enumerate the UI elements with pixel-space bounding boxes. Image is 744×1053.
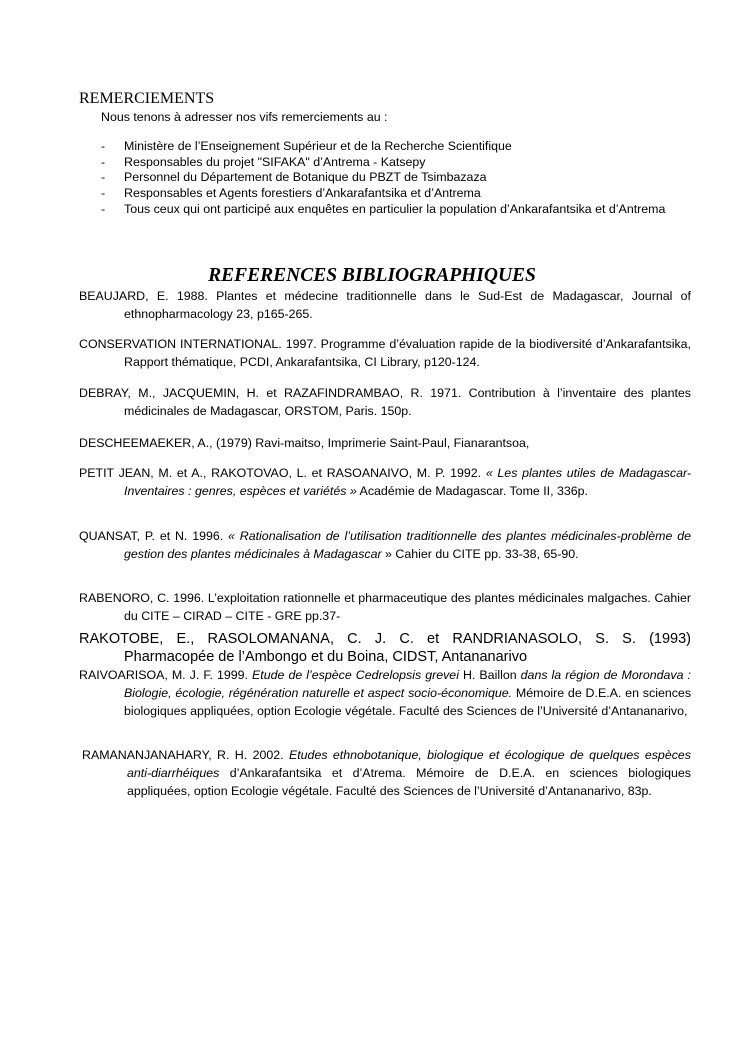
acknowledgements-heading: REMERCIEMENTS bbox=[79, 90, 215, 107]
bullet-dash: - bbox=[101, 139, 106, 153]
reference-entry: BEAUJARD, E. 1988. Plantes et médecine traditionnelle dans le Sud-Est de Madagascar, Journal of ethnopharmacology 23, p165-265. bbox=[79, 289, 691, 321]
reference-entry: QUANSAT, P. et N. 1996. « Rationalisation de l’utilisation traditionnelle des plantes médicinales-problème de gestion des plantes médicinales à Madagascar » Cahier du CITE pp. 33-38, 65-90. bbox=[79, 529, 691, 561]
list-item bbox=[101, 170, 676, 186]
bullet-dash: - bbox=[101, 186, 106, 201]
bullet-dash: - bbox=[101, 154, 106, 169]
reference-entry: DEBRAY, M., JACQUEMIN, H. et RAZAFINDRAMBAO, R. 1971. Contribution à l’inventaire des plantes médicinales de Madagascar, ORSTOM, Paris. 150p. bbox=[79, 386, 691, 418]
list-item-text: Responsables du projet "SIFAKA" d’Antrema - Katsepy bbox=[124, 154, 426, 169]
acknowledgements-list bbox=[101, 139, 676, 218]
list-item bbox=[101, 186, 676, 202]
reference-entry: PETIT JEAN, M. et A., RAKOTOVAO, L. et RASOANAIVO, M. P. 1992. « Les plantes utiles de Madagascar-Inventaires : genres, espèces et variétés » Académie de Madagascar. Tome II, 336p. bbox=[79, 466, 691, 498]
list-item-text: Tous ceux qui ont participé aux enquêtes en particulier la population d’Ankarafantsika et d’Antrema bbox=[124, 201, 666, 216]
bullet-dash: - bbox=[101, 170, 106, 185]
bullet-dash: - bbox=[101, 201, 106, 216]
list-item bbox=[101, 155, 676, 171]
list-item-text: Personnel du Département de Botanique du PBZT de Tsimbazaza bbox=[124, 170, 487, 185]
list-item bbox=[101, 202, 676, 218]
reference-entry: CONSERVATION INTERNATIONAL. 1997. Programme d’évaluation rapide de la biodiversité d’Ankarafantsika, Rapport thématique, PCDI, Ankarafantsika, CI Library, p120-124. bbox=[79, 337, 691, 369]
reference-entry: DESCHEEMAEKER, A., (1979) Ravi-maitso, Imprimerie Saint-Paul, Fianarantsoa, bbox=[79, 436, 530, 450]
references-title: REFERENCES BIBLIOGRAPHIQUES bbox=[208, 265, 536, 286]
reference-entry: RAMANANJANAHARY, R. H. 2002. Etudes ethnobotanique, biologique et écologique de quelques espèces anti-diarrhéiques d’Ankarafantsika et d’Atrema. Mémoire de D.E.A. en sciences biologiques appliquées, option Ecologie végétale. Faculté des Sciences de l’Université d’Antananarivo, 83p. bbox=[82, 748, 691, 798]
list-item-text: Ministère de l’Enseignement Supérieur et de la Recherche Scientifique bbox=[124, 139, 512, 153]
reference-entry: RAKOTOBE, E., RASOLOMANANA, C. J. C. et RANDRIANASOLO, S. S. (1993) Pharmacopée de l’Ambongo et du Boina, CIDST, Antananarivo bbox=[79, 631, 691, 665]
list-item-text: Responsables et Agents forestiers d’Ankarafantsika et d’Antrema bbox=[124, 186, 481, 201]
reference-entry: RABENORO, C. 1996. L’exploitation rationnelle et pharmaceutique des plantes médicinales malgaches. Cahier du CITE – CIRAD – CITE - GRE pp.37- bbox=[79, 591, 691, 623]
list-item bbox=[101, 139, 676, 155]
acknowledgements-intro: Nous tenons à adresser nos vifs remerciements au : bbox=[101, 110, 388, 124]
reference-entry: RAIVOARISOA, M. J. F. 1999. Etude de l’espèce Cedrelopsis grevei H. Baillon dans la région de Morondava : Biologie, écologie, régénération naturelle et aspect socio-économique. Mémoire de D.E.A. en sciences biologiques appliquées, option Ecologie végétale. Faculté des Sciences de l’Université d’Antananarivo, bbox=[79, 668, 692, 718]
